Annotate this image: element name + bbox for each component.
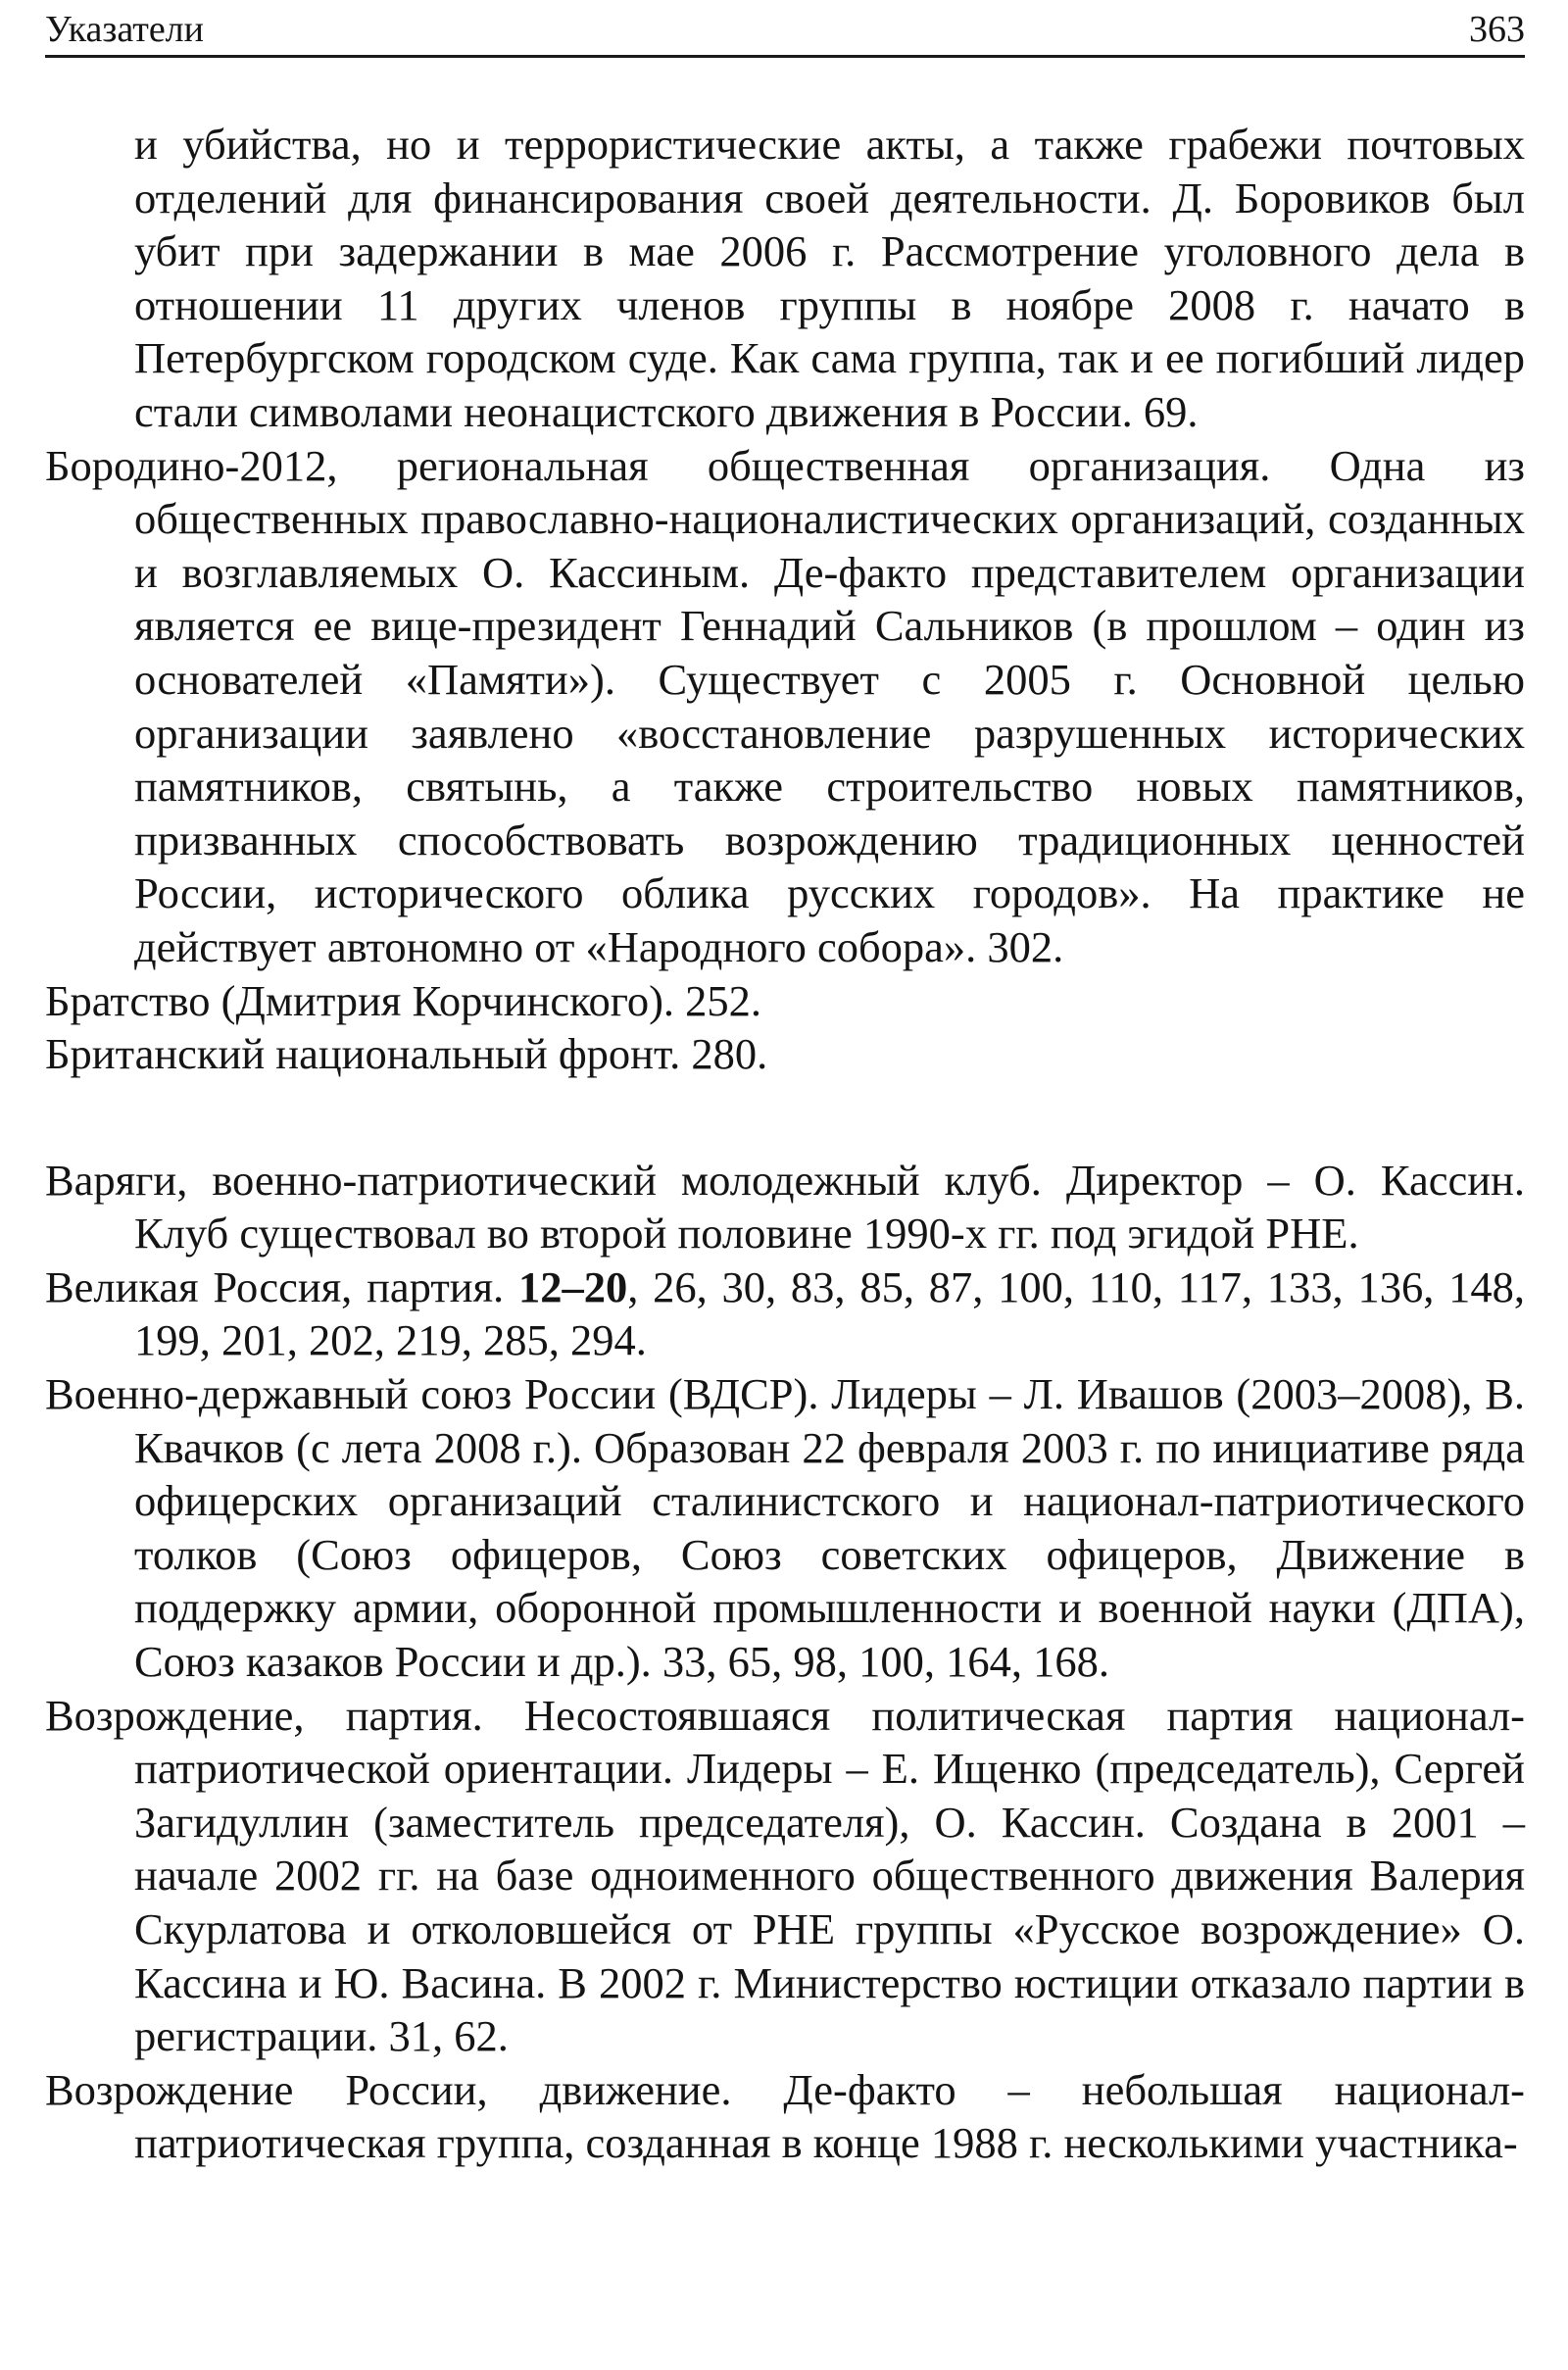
continuation-paragraph: и убийства, но и террористические акты, а также грабежи почтовых отделений для финансирования своей деятельности. Д. Боровиков был убит при задержании в мае 2006 г. Рассмотрение уголовного дела в отношении 11 других членов группы в ноябре 2008 г. начато в Петербургском городском суде. Как сама группа, так и ее погибший лидер стали символами неонацистского движения в России. 69.	[134, 120, 1525, 436]
index-entry-varyagi: Варяги, военно-патриотический молодежный клуб. Директор – О. Кассин. Клуб существовал во второй половине 1990-х гг. под эгидой РНЕ.	[45, 1155, 1525, 1259]
entry-text-start: Великая Россия, партия.	[45, 1261, 518, 1311]
index-entry-vozrozhdenie: Возрождение, партия. Несостоявшаяся политическая партия национал-патриотической ориентации. Лидеры – Е. Ищенко (председатель), Сергей Загидуллин (заместитель председателя), О. Кассин. Создана в 2001 – начале 2002 гг. на базе одноименного общественного движения Валерия Скурлатова и отколовшейся от РНЕ группы «Русское возрождение» О. Кассина и Ю. Васина. В 2002 г. Министерство юстиции отказало партии в регистрации. 31, 62.	[45, 1690, 1525, 2061]
index-entry-bratstvo: Братство (Дмитрия Корчинского). 252.	[45, 975, 762, 1025]
page-number: 363	[1469, 9, 1525, 50]
index-entry-vdsr: Военно-державный союз России (ВДСР). Лидеры – Л. Ивашов (2003–2008), В. Квачков (с лета 2008 г.). Образован 22 февраля 2003 г. по инициативе ряда офицерских организаций сталинистского и национал-патриотического толков (Союз офицеров, Союз советских офицеров, Движение в поддержку армии, оборонной промышленности и военной науки (ДПА), Союз казаков России и др.). 33, 65, 98, 100, 164, 168.	[45, 1369, 1525, 1687]
index-entry-velikaya-rossiya	[45, 1260, 1525, 1367]
running-header	[45, 4, 1525, 58]
entry-main-pages: 12–20	[517, 1261, 628, 1311]
section-title: Указатели	[45, 9, 204, 50]
index-body	[45, 118, 1525, 2170]
entry-text-rest: , 26, 30, 83, 85, 87, 100, 110, 117, 133, 136, 148, 199, 201, 202, 219, 285, 294.	[134, 1261, 1525, 1365]
index-entry-vozrozhdenie-rossii: Возрождение России, движение. Де-факто – небольшая национал-патриотическая группа, созданная в конце 1988 г. несколькими участника-	[45, 2064, 1525, 2168]
index-entry-borodino: Бородино-2012, региональная общественная организация. Одна из общественных православно-националистических организаций, созданных и возглавляемых О. Кассиным. Де-факто представителем организации является ее вице-президент Геннадий Сальников (в прошлом – один из основателей «Памяти»). Существует с 2005 г. Основной целью организации заявлено «восстановление разрушенных исторических памятников, святынь, а также строительство новых памятников, призванных способствовать возрождению традиционных ценностей России, исторического облика русских городов». На практике не действует автономно от «Народного собора». 302.	[45, 440, 1525, 971]
index-entry-british-front: Британский национальный фронт. 280.	[45, 1029, 768, 1079]
letter-section-gap	[45, 1081, 1525, 1154]
